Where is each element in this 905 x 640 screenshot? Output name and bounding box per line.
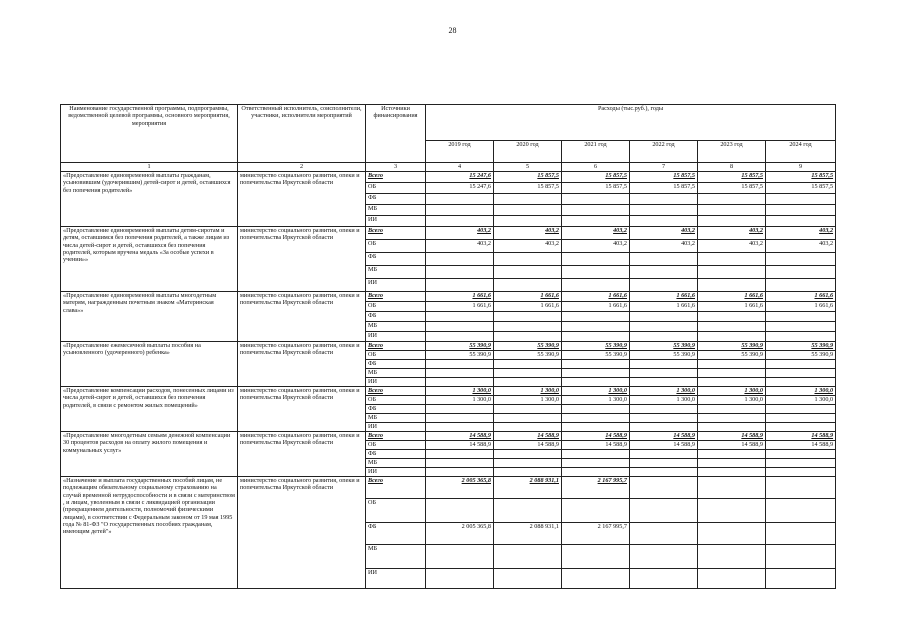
expense-value <box>698 216 766 227</box>
expense-value <box>698 332 766 342</box>
expense-value <box>494 405 562 414</box>
expense-value: 55 390,9 <box>698 342 766 351</box>
expense-value <box>630 499 698 523</box>
expense-value: 1 300,0 <box>562 387 630 396</box>
expense-value <box>698 450 766 459</box>
expense-value: 1 300,0 <box>494 387 562 396</box>
expense-value <box>494 499 562 523</box>
expense-value <box>698 477 766 499</box>
table-row <box>61 432 836 441</box>
expense-value: 55 390,9 <box>562 351 630 360</box>
expense-value: 403,2 <box>426 227 494 240</box>
expense-value: 15 857,5 <box>562 183 630 194</box>
table-row <box>61 172 836 183</box>
column-index: 7 <box>630 163 698 172</box>
expense-value <box>426 545 494 569</box>
header-year: 2023 год <box>698 141 766 163</box>
measure-name: «Предоставление единовременной выплаты многодетным матерям, награжденным почетным знаком «Материнская слава»» <box>61 292 238 342</box>
expense-value: 15 857,5 <box>630 183 698 194</box>
expense-value <box>562 499 630 523</box>
expense-value <box>766 477 836 499</box>
expense-value <box>630 360 698 369</box>
expense-value: 14 588,9 <box>562 441 630 450</box>
header-responsible: Ответственный исполнитель, соисполнители, участники, исполнители мероприятий <box>238 105 366 163</box>
measure-name: «Предоставление компенсации расходов, понесенных лицами из числа детей-сирот и детей, оставшихся без попечения родителей, в связи с ремонтом жилых помещений» <box>61 387 238 432</box>
expense-value: 1 300,0 <box>698 387 766 396</box>
expense-value <box>562 545 630 569</box>
expense-value <box>426 253 494 266</box>
expense-value <box>562 369 630 378</box>
expense-value <box>766 378 836 387</box>
expense-value: 1 661,6 <box>494 292 562 302</box>
responsible-executor: министерство социального развития, опеки и попечительства Иркутской области <box>238 387 366 432</box>
column-index: 3 <box>366 163 426 172</box>
expense-value <box>494 279 562 292</box>
expense-value <box>426 378 494 387</box>
expense-value <box>630 216 698 227</box>
expense-value <box>426 279 494 292</box>
expense-value: 14 588,9 <box>494 432 562 441</box>
expense-value: 15 857,5 <box>766 172 836 183</box>
expense-value: 14 588,9 <box>562 432 630 441</box>
expense-value: 2 088 931,1 <box>494 523 562 545</box>
header-year: 2022 год <box>630 141 698 163</box>
expense-value: 2 005 365,8 <box>426 477 494 499</box>
expense-value <box>630 459 698 468</box>
expense-value <box>494 266 562 279</box>
funding-source: ОБ <box>366 499 426 523</box>
expense-value <box>698 279 766 292</box>
expense-value: 2 005 365,8 <box>426 523 494 545</box>
expense-value: 55 390,9 <box>766 342 836 351</box>
expense-value: 15 857,5 <box>562 172 630 183</box>
expense-value <box>426 266 494 279</box>
expense-value: 403,2 <box>766 240 836 253</box>
funding-source: Всего <box>366 342 426 351</box>
expense-value: 1 300,0 <box>698 396 766 405</box>
expense-value: 1 661,6 <box>494 302 562 312</box>
expense-value: 14 588,9 <box>630 432 698 441</box>
expense-value: 15 857,5 <box>766 183 836 194</box>
funding-source: МБ <box>366 369 426 378</box>
expense-value <box>426 459 494 468</box>
expense-value: 14 588,9 <box>426 432 494 441</box>
expense-value: 1 661,6 <box>630 302 698 312</box>
expense-value <box>562 216 630 227</box>
expense-value <box>630 414 698 423</box>
expense-value <box>562 279 630 292</box>
expense-value <box>426 332 494 342</box>
responsible-executor: министерство социального развития, опеки и попечительства Иркутской области <box>238 477 366 589</box>
expense-value: 403,2 <box>494 240 562 253</box>
expense-value: 1 300,0 <box>426 387 494 396</box>
expense-value: 14 588,9 <box>698 441 766 450</box>
funding-source: ФБ <box>366 523 426 545</box>
expense-value <box>630 205 698 216</box>
expense-value <box>494 194 562 205</box>
header-year: 2021 год <box>562 141 630 163</box>
expense-value <box>766 194 836 205</box>
expense-value: 15 247,6 <box>426 172 494 183</box>
funding-source: ОБ <box>366 351 426 360</box>
expense-value <box>698 423 766 432</box>
column-index: 1 <box>61 163 238 172</box>
expense-value: 55 390,9 <box>630 351 698 360</box>
expense-value <box>766 414 836 423</box>
expense-value <box>766 423 836 432</box>
expense-value: 14 588,9 <box>426 441 494 450</box>
expense-value: 1 300,0 <box>562 396 630 405</box>
expense-value <box>426 468 494 477</box>
funding-source: ОБ <box>366 183 426 194</box>
funding-source: ИИ <box>366 569 426 589</box>
funding-source: ФБ <box>366 405 426 414</box>
column-index: 4 <box>426 163 494 172</box>
expense-value: 15 857,5 <box>630 172 698 183</box>
expense-value: 403,2 <box>562 227 630 240</box>
expense-value: 403,2 <box>426 240 494 253</box>
expense-value: 2 167 995,7 <box>562 523 630 545</box>
expense-value <box>630 569 698 589</box>
header-sources: Источники финансирования <box>366 105 426 163</box>
expense-value <box>494 253 562 266</box>
expense-value: 55 390,9 <box>562 342 630 351</box>
expense-value <box>630 332 698 342</box>
expense-value <box>698 312 766 322</box>
responsible-executor: министерство социального развития, опеки и попечительства Иркутской области <box>238 342 366 387</box>
expense-value <box>698 205 766 216</box>
expense-value <box>698 266 766 279</box>
column-index: 8 <box>698 163 766 172</box>
column-index: 9 <box>766 163 836 172</box>
expense-value <box>494 369 562 378</box>
expense-value <box>630 194 698 205</box>
expense-value <box>426 450 494 459</box>
expense-value <box>766 360 836 369</box>
funding-source: Всего <box>366 227 426 240</box>
table-row <box>61 227 836 240</box>
expense-value <box>630 369 698 378</box>
expense-value <box>630 477 698 499</box>
expense-value: 1 661,6 <box>426 292 494 302</box>
expense-value <box>494 569 562 589</box>
page-number: 28 <box>448 26 457 35</box>
funding-source: ОБ <box>366 396 426 405</box>
expense-value <box>494 414 562 423</box>
expense-value <box>766 450 836 459</box>
expense-value: 403,2 <box>630 240 698 253</box>
expense-value: 55 390,9 <box>766 351 836 360</box>
expense-value <box>630 378 698 387</box>
expense-value: 1 661,6 <box>630 292 698 302</box>
expense-value <box>426 369 494 378</box>
expense-value <box>494 312 562 322</box>
expense-value <box>426 569 494 589</box>
expense-value <box>698 369 766 378</box>
expense-value <box>562 468 630 477</box>
expense-value: 403,2 <box>630 227 698 240</box>
funding-source: МБ <box>366 205 426 216</box>
expense-value <box>766 468 836 477</box>
expense-value <box>562 253 630 266</box>
expense-value: 1 300,0 <box>766 387 836 396</box>
column-index: 2 <box>238 163 366 172</box>
expense-value <box>426 312 494 322</box>
column-index: 6 <box>562 163 630 172</box>
expense-value <box>562 569 630 589</box>
expense-value: 55 390,9 <box>426 351 494 360</box>
expense-value: 15 857,5 <box>494 172 562 183</box>
expense-value <box>562 360 630 369</box>
funding-source: ИИ <box>366 216 426 227</box>
expense-value <box>494 378 562 387</box>
expense-value <box>698 253 766 266</box>
expense-value <box>698 459 766 468</box>
expense-value <box>562 205 630 216</box>
expense-value <box>698 360 766 369</box>
expense-value: 1 661,6 <box>562 302 630 312</box>
expense-value <box>630 423 698 432</box>
expense-value <box>494 322 562 332</box>
funding-source: Всего <box>366 292 426 302</box>
table-row <box>61 477 836 499</box>
column-index: 5 <box>494 163 562 172</box>
expense-value <box>494 423 562 432</box>
expense-value <box>426 499 494 523</box>
expense-value <box>426 414 494 423</box>
expense-value <box>426 205 494 216</box>
expense-value: 1 300,0 <box>426 396 494 405</box>
funding-source: Всего <box>366 172 426 183</box>
measure-name: «Предоставление многодетным семьям денежной компенсации 30 процентов расходов на оплату жилого помещения и коммунальных услуг» <box>61 432 238 477</box>
expense-value: 2 167 995,7 <box>562 477 630 499</box>
expense-value <box>766 279 836 292</box>
expense-value <box>766 216 836 227</box>
expense-value <box>426 194 494 205</box>
funding-source: ИИ <box>366 332 426 342</box>
expense-value <box>562 459 630 468</box>
measure-name: «Предоставление ежемесячной выплаты пособия на усыновленного (удочеренного) ребенка» <box>61 342 238 387</box>
expense-value <box>698 468 766 477</box>
expense-value <box>562 450 630 459</box>
expense-value <box>630 545 698 569</box>
measure-name: «Предоставление единовременной выплаты гражданам, усыновившим (удочерившим) детей-сирот и детей, оставшихся без попечения родителей» <box>61 172 238 227</box>
funding-source: МБ <box>366 545 426 569</box>
funding-source: МБ <box>366 322 426 332</box>
expense-value: 15 857,5 <box>698 183 766 194</box>
funding-source: Всего <box>366 387 426 396</box>
expense-value <box>562 266 630 279</box>
expense-value <box>426 405 494 414</box>
funding-source: ФБ <box>366 253 426 266</box>
expense-value: 403,2 <box>698 240 766 253</box>
responsible-executor: министерство социального развития, опеки и попечительства Иркутской области <box>238 432 366 477</box>
expense-value: 55 390,9 <box>426 342 494 351</box>
funding-source: МБ <box>366 459 426 468</box>
funding-source: ОБ <box>366 302 426 312</box>
funding-source: ФБ <box>366 312 426 322</box>
expense-value <box>698 194 766 205</box>
expense-value <box>766 405 836 414</box>
table-row <box>61 342 836 351</box>
budget-table <box>60 104 836 589</box>
expense-value: 14 588,9 <box>698 432 766 441</box>
funding-source: ИИ <box>366 423 426 432</box>
expense-value: 1 661,6 <box>766 302 836 312</box>
expense-value <box>630 312 698 322</box>
table-row <box>61 292 836 302</box>
expense-value: 55 390,9 <box>698 351 766 360</box>
expense-value: 1 661,6 <box>698 302 766 312</box>
expense-value: 15 247,6 <box>426 183 494 194</box>
expense-value: 55 390,9 <box>630 342 698 351</box>
expense-value: 1 300,0 <box>630 387 698 396</box>
expense-value: 55 390,9 <box>494 351 562 360</box>
expense-value <box>766 523 836 545</box>
expense-value: 403,2 <box>494 227 562 240</box>
funding-source: ИИ <box>366 378 426 387</box>
expense-value: 1 300,0 <box>494 396 562 405</box>
expense-value <box>698 523 766 545</box>
expense-value <box>630 450 698 459</box>
expense-value <box>426 216 494 227</box>
funding-source: ИИ <box>366 279 426 292</box>
expense-value <box>698 499 766 523</box>
expense-value <box>698 378 766 387</box>
expense-value <box>766 205 836 216</box>
expense-value <box>630 468 698 477</box>
expense-value: 1 661,6 <box>562 292 630 302</box>
table-row <box>61 387 836 396</box>
expense-value: 403,2 <box>698 227 766 240</box>
expense-value <box>562 423 630 432</box>
expense-value: 1 300,0 <box>766 396 836 405</box>
expense-value <box>698 405 766 414</box>
expense-value <box>766 569 836 589</box>
expense-value: 15 857,5 <box>494 183 562 194</box>
expense-value <box>766 332 836 342</box>
expense-value <box>494 468 562 477</box>
expense-value <box>494 450 562 459</box>
funding-source: ОБ <box>366 240 426 253</box>
header-name: Наименование государственной программы, подпрограммы, ведомственной целевой программы, основного мероприятия, мероприятия <box>61 105 238 163</box>
header-year: 2020 год <box>494 141 562 163</box>
expense-value <box>562 312 630 322</box>
expense-value <box>562 414 630 423</box>
expense-value <box>562 378 630 387</box>
expense-value <box>426 322 494 332</box>
expense-value <box>698 414 766 423</box>
expense-value <box>766 459 836 468</box>
expense-value <box>494 459 562 468</box>
expense-value <box>630 253 698 266</box>
expense-value <box>630 322 698 332</box>
expense-value <box>698 322 766 332</box>
expense-value <box>426 360 494 369</box>
expense-value <box>630 523 698 545</box>
funding-source: ФБ <box>366 194 426 205</box>
expense-value <box>562 322 630 332</box>
expense-value <box>562 194 630 205</box>
expense-value: 403,2 <box>766 227 836 240</box>
expense-value: 14 588,9 <box>630 441 698 450</box>
expense-value: 1 661,6 <box>698 292 766 302</box>
expense-value <box>630 266 698 279</box>
expense-value <box>766 266 836 279</box>
expense-value <box>766 499 836 523</box>
expense-value <box>766 253 836 266</box>
expense-value <box>494 205 562 216</box>
expense-value <box>630 405 698 414</box>
expense-value <box>630 279 698 292</box>
funding-source: МБ <box>366 414 426 423</box>
expense-value <box>494 360 562 369</box>
funding-source: ФБ <box>366 450 426 459</box>
expense-value: 1 300,0 <box>630 396 698 405</box>
measure-name: «Назначение и выплата государственных пособий лицам, не подлежащим обязательному социальному страхованию на случай временной нетрудоспособности и в связи с материнством , и лицам, уволенным в связи с ликвидацией организации (прекращением деятельности, полномочий физическими лицами), в соответствии с Федеральным законом от 19 мая 1995 года № 81-ФЗ "О государственных пособиях гражданам, имеющим детей"» <box>61 477 238 589</box>
expense-value: 1 661,6 <box>426 302 494 312</box>
header-year: 2019 год <box>426 141 494 163</box>
funding-source: ИИ <box>366 468 426 477</box>
expense-value <box>562 405 630 414</box>
expense-value <box>698 569 766 589</box>
funding-source: ФБ <box>366 360 426 369</box>
expense-value <box>562 332 630 342</box>
header-year: 2024 год <box>766 141 836 163</box>
expense-value: 403,2 <box>562 240 630 253</box>
expense-value: 14 588,9 <box>494 441 562 450</box>
expense-value: 55 390,9 <box>494 342 562 351</box>
funding-source: ОБ <box>366 441 426 450</box>
expense-value <box>766 312 836 322</box>
expense-value: 1 661,6 <box>766 292 836 302</box>
expense-value: 14 588,9 <box>766 432 836 441</box>
funding-source: МБ <box>366 266 426 279</box>
expense-value: 15 857,5 <box>698 172 766 183</box>
expense-value <box>494 545 562 569</box>
funding-source: Всего <box>366 432 426 441</box>
responsible-executor: министерство социального развития, опеки и попечительства Иркутской области <box>238 292 366 342</box>
funding-source: Всего <box>366 477 426 499</box>
header-expenses: Расходы (тыс.руб.), годы <box>426 105 836 141</box>
expense-value: 2 088 931,1 <box>494 477 562 499</box>
expense-value <box>698 545 766 569</box>
expense-value <box>494 216 562 227</box>
responsible-executor: министерство социального развития, опеки и попечительства Иркутской области <box>238 227 366 292</box>
expense-value <box>494 332 562 342</box>
measure-name: «Предоставление единовременной выплаты детям-сиротам и детям, оставшимся без попечения родителей, а также лицам из числа детей-сирот и детей, оставшихся без попечения родителей, которым вручена медаль «За особые успехи в учении»» <box>61 227 238 292</box>
responsible-executor: министерство социального развития, опеки и попечительства Иркутской области <box>238 172 366 227</box>
expense-value <box>426 423 494 432</box>
expense-value <box>766 545 836 569</box>
expense-value: 14 588,9 <box>766 441 836 450</box>
expense-value <box>766 322 836 332</box>
expense-value <box>766 369 836 378</box>
